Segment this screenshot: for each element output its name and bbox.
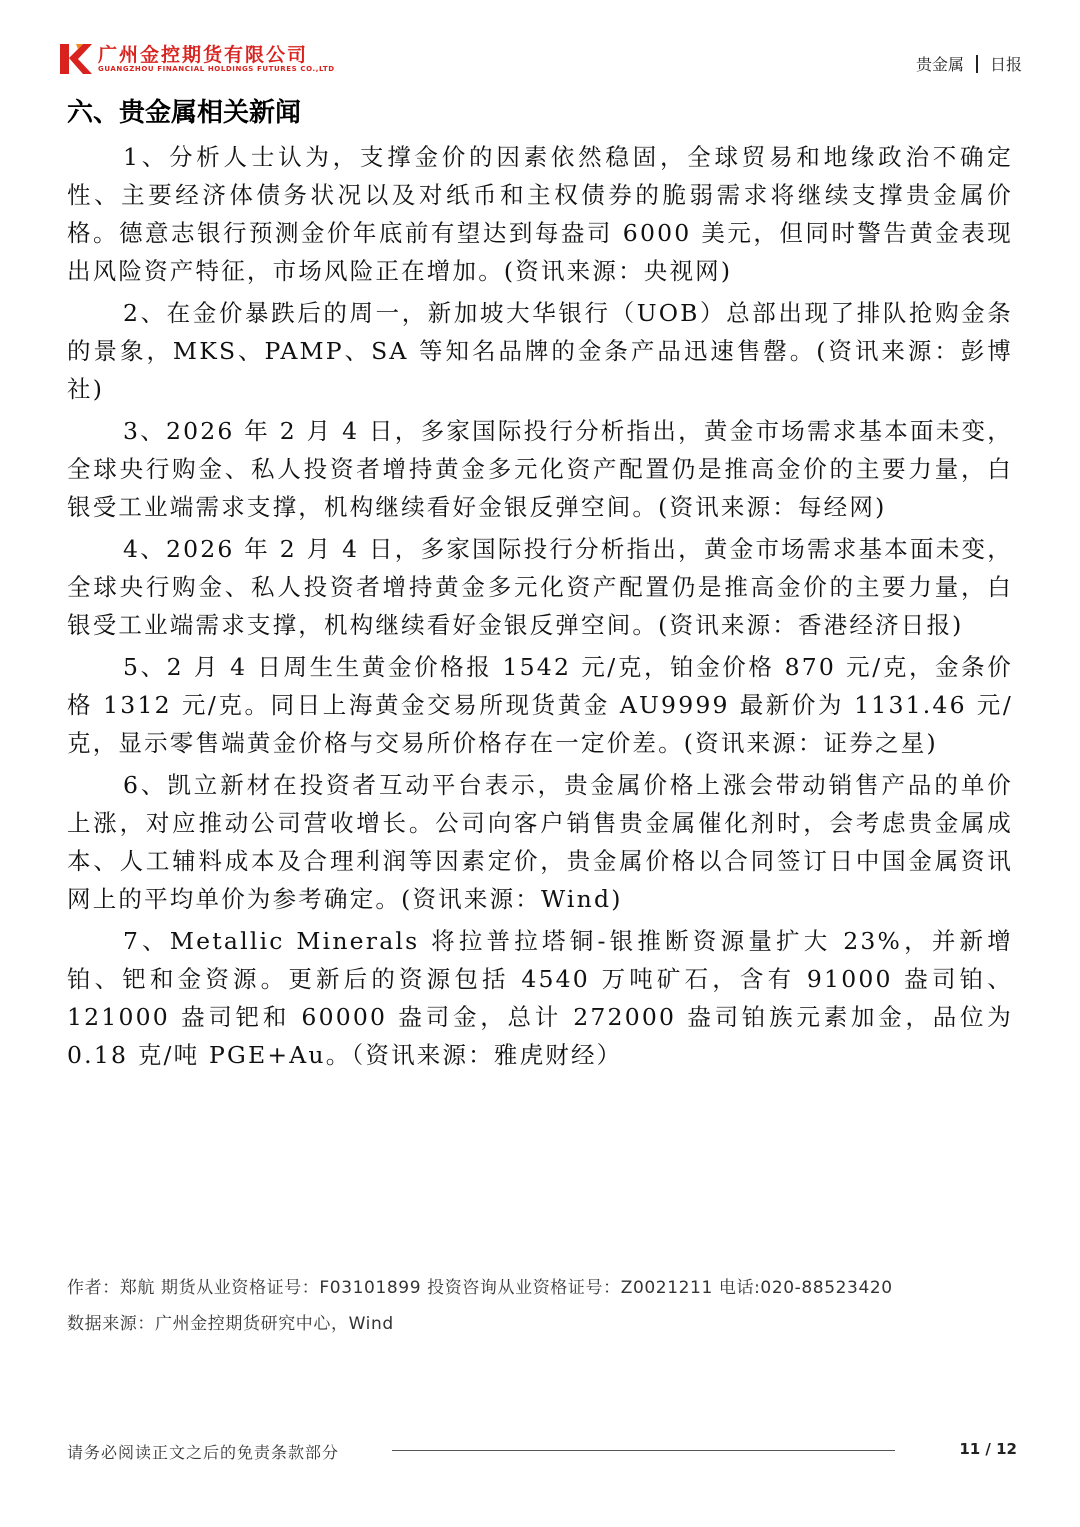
page-footer bbox=[67, 1440, 1017, 1464]
page-number: 11 / 12 bbox=[959, 1440, 1017, 1458]
footer-divider bbox=[392, 1450, 895, 1451]
news-item: 2、在金价暴跌后的周一，新加坡大华银行（UOB）总部出现了排队抢购金条的景象，MKS、PAMP、SA 等知名品牌的金条产品迅速售罄。(资讯来源：彭博社) bbox=[67, 299, 1013, 403]
section-title: 六、贵金属相关新闻 bbox=[67, 98, 302, 128]
page-header bbox=[58, 40, 1022, 84]
report-type bbox=[916, 52, 1022, 75]
divider bbox=[976, 55, 978, 73]
report-type-label: 日报 bbox=[989, 55, 1022, 74]
news-list bbox=[67, 138, 1013, 1078]
author-line: 作者：郑航 期货从业资格证号：F03101899 投资咨询从业资格证号：Z0021211 电话:020-88523420 bbox=[67, 1278, 893, 1298]
news-item: 6、凯立新材在投资者互动平台表示，贵金属价格上涨会带动销售产品的单价上涨，对应推动公司营收增长。公司向客户销售贵金属催化剂时，会考虑贵金属成本、人工辅料成本及合理利润等因素定价，贵金属价格以合同签订日中国金属资讯网上的平均单价为参考确定。(资讯来源：Wind) bbox=[67, 771, 1013, 913]
company-name-cn: 广州金控期货有限公司 bbox=[98, 44, 309, 66]
category-label: 贵金属 bbox=[915, 55, 964, 74]
company-name-en: GUANGZHOU FINANCIAL HOLDINGS FUTURES CO.,LTD bbox=[98, 65, 335, 73]
news-item: 4、2026 年 2 月 4 日，多家国际投行分析指出，黄金市场需求基本面未变，全球央行购金、私人投资者增持黄金多元化资产配置仍是推高金价的主要力量，白银受工业端需求支撑，机构继续看好金银反弹空间。(资讯来源：香港经济日报) bbox=[67, 535, 1013, 639]
news-item: 1、分析人士认为，支撑金价的因素依然稳固，全球贸易和地缘政治不确定性、主要经济体债务状况以及对纸币和主权债券的脆弱需求将继续支撑贵金属价格。德意志银行预测金价年底前有望达到每盎司 6000 美元，但同时警告黄金表现出风险资产特征，市场风险正在增加。(资讯来源：央视网) bbox=[67, 143, 1013, 285]
news-item: 7、Metallic Minerals 将拉普拉塔铜-银推断资源量扩大 23%，并新增铂、钯和金资源。更新后的资源包括 4540 万吨矿石，含有 91000 盎司铂、121000 盎司钯和 60000 盎司金，总计 272000 盎司铂族元素加金，品位为 0.18 克/吨 PGE+Au。（资讯来源：雅虎财经） bbox=[67, 927, 1013, 1069]
news-item: 5、2 月 4 日周生生黄金价格报 1542 元/克，铂金价格 870 元/克，金条价格 1312 元/克。同日上海黄金交易所现货黄金 AU9999 最新价为 1131.46 元/克，显示零售端黄金价格与交易所价格存在一定价差。(资讯来源：证券之星) bbox=[67, 653, 1013, 757]
news-item: 3、2026 年 2 月 4 日，多家国际投行分析指出，黄金市场需求基本面未变，全球央行购金、私人投资者增持黄金多元化资产配置仍是推高金价的主要力量，白银受工业端需求支撑，机构继续看好金银反弹空间。(资讯来源：每经网) bbox=[67, 417, 1013, 521]
author-info bbox=[67, 1270, 893, 1342]
data-source-line: 数据来源：广州金控期货研究中心，Wind bbox=[67, 1314, 394, 1334]
logo-k-icon bbox=[58, 42, 92, 76]
disclaimer-notice: 请务必阅读正文之后的免责条款部分 bbox=[67, 1443, 340, 1462]
